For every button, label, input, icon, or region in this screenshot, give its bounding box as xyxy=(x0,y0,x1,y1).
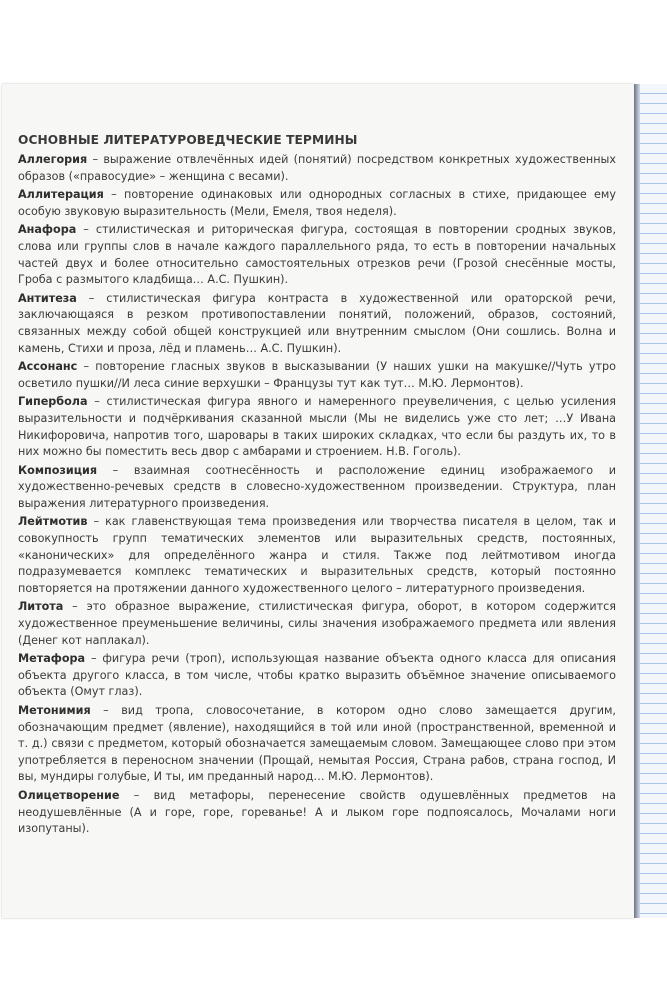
term-definition: – фигура речи (троп), использующая название объекта одного класса для описания объекта другого класса, в том числе, чтобы кратко выразить объёмное значение описываемого объекта (Омут глаз). xyxy=(18,652,616,699)
notebook-lined-paper xyxy=(639,84,667,918)
term-definition: – это образное выражение, стилистическая фигура, оборот, в котором содержится художественное преуменьшение величины, силы значения изображаемого предмета или явления (Денег кот наплакал). xyxy=(18,600,616,647)
term-entry xyxy=(18,514,616,597)
term-definition: – повторение одинаковых или однородных согласных в стихе, придающее ему особую звуковую выразительность (Мели, Емеля, твоя неделя). xyxy=(18,188,616,218)
page-content xyxy=(18,132,616,840)
term-definition: – взаимная соотнесённость и расположение единиц изображаемого и художественно-речевых средств в словесно-художественном произведении. Структура, план выражения литературного произведения. xyxy=(18,463,616,510)
term-name: Метафора xyxy=(18,652,86,666)
term-name: Антитеза xyxy=(18,291,77,305)
term-entry xyxy=(18,394,616,460)
term-entry xyxy=(18,703,616,786)
term-entry xyxy=(18,291,616,357)
term-entry xyxy=(18,463,616,513)
term-entry xyxy=(18,187,616,220)
term-entry xyxy=(18,651,616,701)
term-entry xyxy=(18,152,616,185)
book-page xyxy=(2,84,634,918)
term-name: Ассонанс xyxy=(18,360,78,374)
term-name: Аллегория xyxy=(18,153,88,166)
term-name: Олицетворение xyxy=(18,788,120,802)
term-definition: – стилистическая фигура явного и намеренного преувеличения, с целью усиления выразительности и подчёркивания сказанной мысли (Мы не виделись уже сто лет; …У Ивана Никифоровича, напротив того, шаровары в таких широких складках, что если бы раздуть их, то в них можно бы поместить весь двор с амбарами и строением. Н.В. Гоголь). xyxy=(18,395,616,459)
term-definition: – стилистическая фигура контраста в художественной или ораторской речи, заключающаяся в резком противопоставлении понятий, положений, образов, состояний, связанных между собой общей конструкцией или внутренним смыслом (Они сошлись. Волна и камень, Стихи и проза, лёд и пламень… А.С. Пушкин). xyxy=(18,291,616,355)
term-name: Литота xyxy=(18,600,64,614)
term-entry xyxy=(18,788,616,838)
term-entry xyxy=(18,222,616,288)
term-entry xyxy=(18,359,616,392)
term-definition: – стилистическая и риторическая фигура, состоящая в повторении сродных звуков, слова или группы слов в начале каждого параллельного ряда, то есть в повторении начальных частей двух и более относительно самостоятельных отрезков речи (Грозой снесённые мосты, Гроба с размытого кладбища… А.С. Пушкин). xyxy=(18,223,616,287)
term-definition: – вид тропа, словосочетание, в котором одно слово замещается другим, обозначающим предмет (явление), находящийся в той или иной (пространственной, временной и т. д.) связи с предметом, который обозначается замещаемым словом. Замещающее слово при этом употребляется в переносном значении (Прощай, немытая Россия, Страна рабов, страна господ, И вы, мундиры голубые, И ты, им преданный народ… М.Ю. Лермонтов). xyxy=(18,704,616,784)
term-definition: – повторение гласных звуков в высказывании (У наших ушки на макушке//Чуть утро осветило пушки//И леса синие верхушки – Французы тут как тут… М.Ю. Лермонтов). xyxy=(18,360,616,390)
term-name: Лейтмотив xyxy=(18,515,88,529)
term-entry xyxy=(18,599,616,649)
term-name: Метонимия xyxy=(18,704,91,717)
term-definition: – как главенствующая тема произведения или творчества писателя в целом, так и совокупность групп тематических элементов или выразительных средств, постоянных, «канонических» для определённого жанра и стиля. Также под лейтмотивом иногда подразумевается комплекс тематических и выразительных средств, который постоянно повторяется на протяжении данного художественного целого – литературного произведения. xyxy=(18,515,616,595)
term-definition: – выражение отвлечённых идей (понятий) посредством конкретных художественных образов («правосудие» – женщина с весами). xyxy=(18,153,616,183)
page-title: ОСНОВНЫЕ ЛИТЕРАТУРОВЕДЧЕСКИЕ ТЕРМИНЫ xyxy=(18,133,358,147)
term-name: Композиция xyxy=(18,463,98,477)
term-name: Гипербола xyxy=(18,395,88,409)
term-definition: – вид метафоры, перенесение свойств одушевлённых предметов на неодушевлённые (А и горе, горе, гореванье! А и лыком горе подпоясалось, Мочалами ноги изопутаны). xyxy=(18,788,616,836)
term-name: Аллитерация xyxy=(18,188,104,202)
term-name: Анафора xyxy=(18,223,77,237)
